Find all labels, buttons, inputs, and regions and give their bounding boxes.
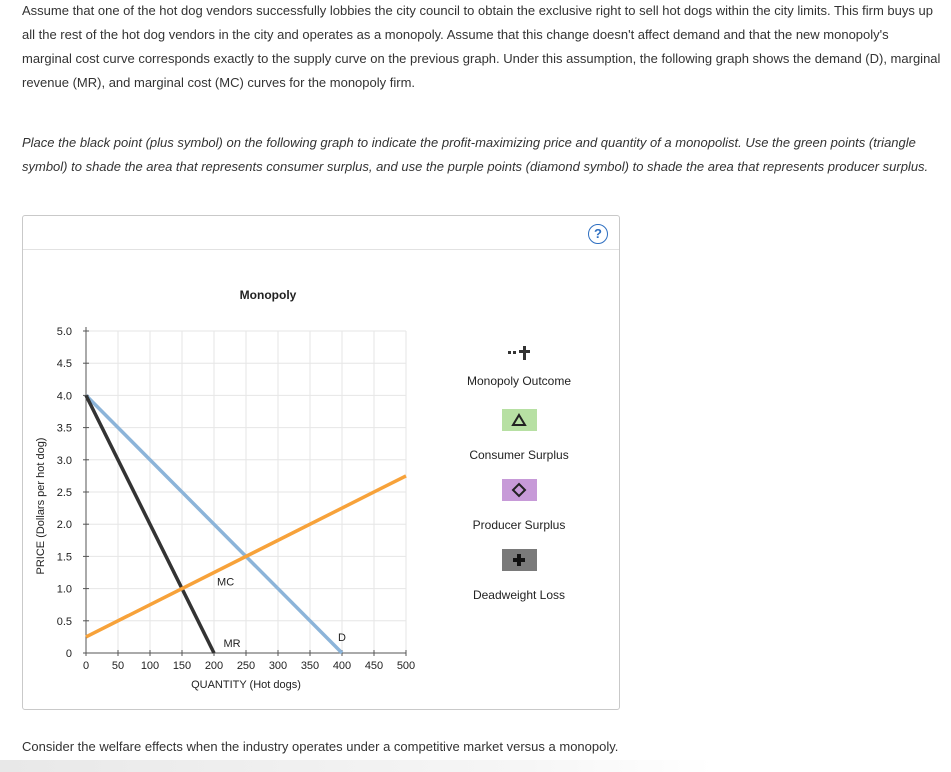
y-tick-label: 5.0	[56, 326, 72, 338]
legend-deadweight-loss[interactable]	[459, 549, 579, 602]
x-tick-label: 450	[364, 660, 384, 672]
y-axis-label: PRICE (Dollars per hot dog)	[35, 437, 47, 575]
x-tick-label: 150	[172, 660, 192, 672]
x-tick-label: 250	[236, 660, 256, 672]
x-tick-label: 300	[268, 660, 288, 672]
y-tick-label: 1.0	[56, 583, 72, 596]
y-tick-label: 1.5	[56, 551, 72, 564]
legend-label-consumer-surplus: Consumer Surplus	[469, 448, 569, 462]
curve-label-mc: MC	[217, 576, 235, 589]
x-tick-label: 0	[82, 660, 90, 672]
monopoly-chart[interactable]	[23, 216, 621, 711]
x-tick-label: 50	[111, 660, 125, 672]
y-tick-label: 4.0	[56, 390, 72, 403]
y-tick-label: 0	[65, 648, 72, 660]
legend-producer-surplus[interactable]	[459, 479, 579, 532]
legend-monopoly-outcome[interactable]	[459, 338, 579, 388]
scroll-fade	[0, 760, 951, 772]
legend-label-producer-surplus: Producer Surplus	[472, 518, 566, 532]
y-tick-label: 0.5	[56, 615, 72, 628]
graph-panel	[22, 215, 620, 710]
plus-icon[interactable]	[502, 549, 537, 571]
x-axis-label: QUANTITY (Hot dogs)	[191, 679, 301, 691]
x-tick-label: 350	[300, 660, 320, 672]
y-tick-label: 3.5	[56, 422, 72, 435]
x-tick-label: 200	[204, 660, 224, 672]
legend-label-deadweight-loss: Deadweight Loss	[472, 588, 566, 602]
intro-paragraph: Assume that one of the hot dog vendors successfully lobbies the city council to obtain the exclusive right to sell hot dogs within the city limits. This firm buys up all the rest of the hot dog vendors in the city and operates as a monopoly. Assume that this change doesn't affect demand and that the new monopoly's marginal cost curve corresponds exactly to the supply curve on the previous graph. Under this assumption, the following graph shows the demand (D), marginal revenue (MR), and marginal cost (MC) curves for the monopoly firm.	[22, 3, 941, 90]
diamond-icon[interactable]	[502, 479, 537, 501]
help-icon[interactable]: ?	[588, 224, 608, 244]
x-tick-label: 100	[140, 660, 160, 672]
instruction-paragraph: Place the black point (plus symbol) on the following graph to indicate the profit-maximizing price and quantity of a monopolist. Use the green points (triangle symbol) to shade the area that represents consumer surplus, and use the purple points (diamond symbol) to shade the area that represents producer surplus.	[22, 135, 929, 174]
y-tick-label: 2.5	[56, 487, 72, 499]
legend-label-monopoly-outcome: Monopoly Outcome	[466, 374, 572, 388]
triangle-icon[interactable]	[502, 409, 537, 431]
y-tick-label: 3.0	[56, 454, 72, 467]
graph-title: Monopoly	[239, 288, 297, 302]
bottom-paragraph: Consider the welfare effects when the industry operates under a competitive market versus a monopoly.	[22, 739, 619, 754]
curve-label-d: D	[338, 632, 346, 644]
x-tick-label: 400	[332, 660, 352, 672]
y-tick-label: 2.0	[56, 519, 72, 532]
x-tick-label: 500	[396, 660, 416, 672]
curve-label-mr: MR	[223, 638, 241, 650]
plus-dots-icon[interactable]	[502, 338, 537, 364]
legend-consumer-surplus[interactable]	[459, 409, 579, 462]
y-tick-label: 4.5	[56, 358, 72, 371]
